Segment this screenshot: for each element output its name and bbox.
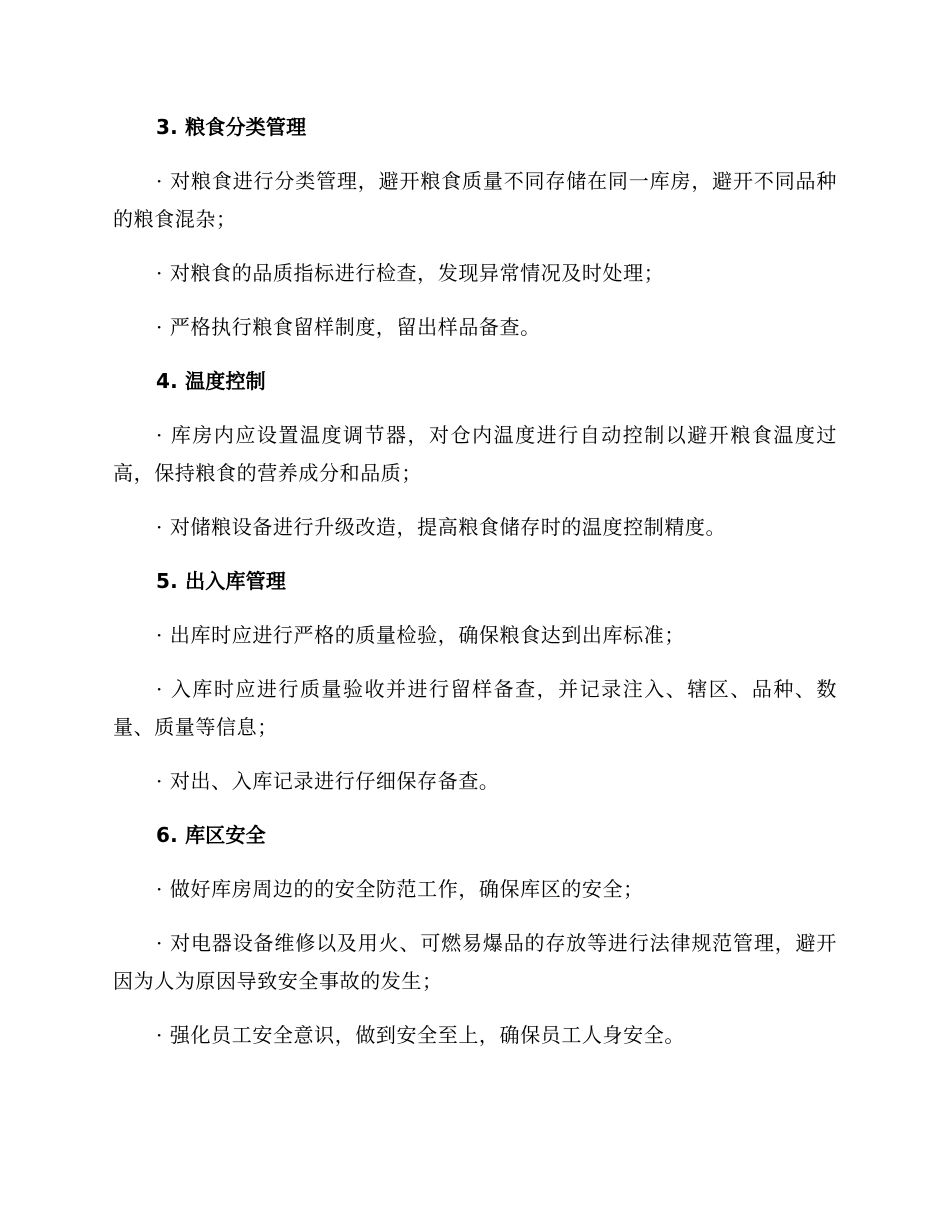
bullet-paragraph: · 对储粮设备进行升级改造，提高粮食储存时的温度控制精度。 [156, 515, 727, 539]
bullet-paragraph: · 对出、入库记录进行仔细保存备查。 [156, 769, 500, 793]
section-heading: 5. 出入库管理 [156, 569, 287, 593]
bullet-paragraph: · 对粮食的品质指标进行检查，发现异常情况及时处理； [156, 261, 665, 285]
bullet-paragraph: · 库房内应设置温度调节器，对仓内温度进行自动控制以避开粮食温度过高，保持粮食的营养成分和品质； [113, 423, 837, 485]
bullet-paragraph: · 对粮食进行分类管理，避开粮食质量不同存储在同一库房，避开不同品种的粮食混杂； [113, 169, 837, 231]
bullet-paragraph: · 入库时应进行质量验收并进行留样备查，并记录注入、辖区、品种、数量、质量等信息； [113, 677, 837, 739]
section-heading: 6. 库区安全 [156, 823, 266, 847]
bullet-paragraph: · 严格执行粮食留样制度，留出样品备查。 [156, 315, 541, 339]
bullet-paragraph: · 出库时应进行严格的质量检验，确保粮食达到出库标准； [156, 623, 685, 647]
section-heading: 3. 粮食分类管理 [156, 115, 307, 139]
bullet-paragraph: · 做好库房周边的的安全防范工作，确保库区的安全； [156, 877, 644, 901]
document-body [113, 108, 837, 1054]
bullet-paragraph: · 对电器设备维修以及用火、可燃易爆品的存放等进行法律规范管理，避开因为人为原因导致安全事故的发生； [113, 931, 837, 993]
bullet-paragraph: · 强化员工安全意识，做到安全至上，确保员工人身安全。 [156, 1023, 685, 1047]
section-heading: 4. 温度控制 [156, 369, 266, 393]
